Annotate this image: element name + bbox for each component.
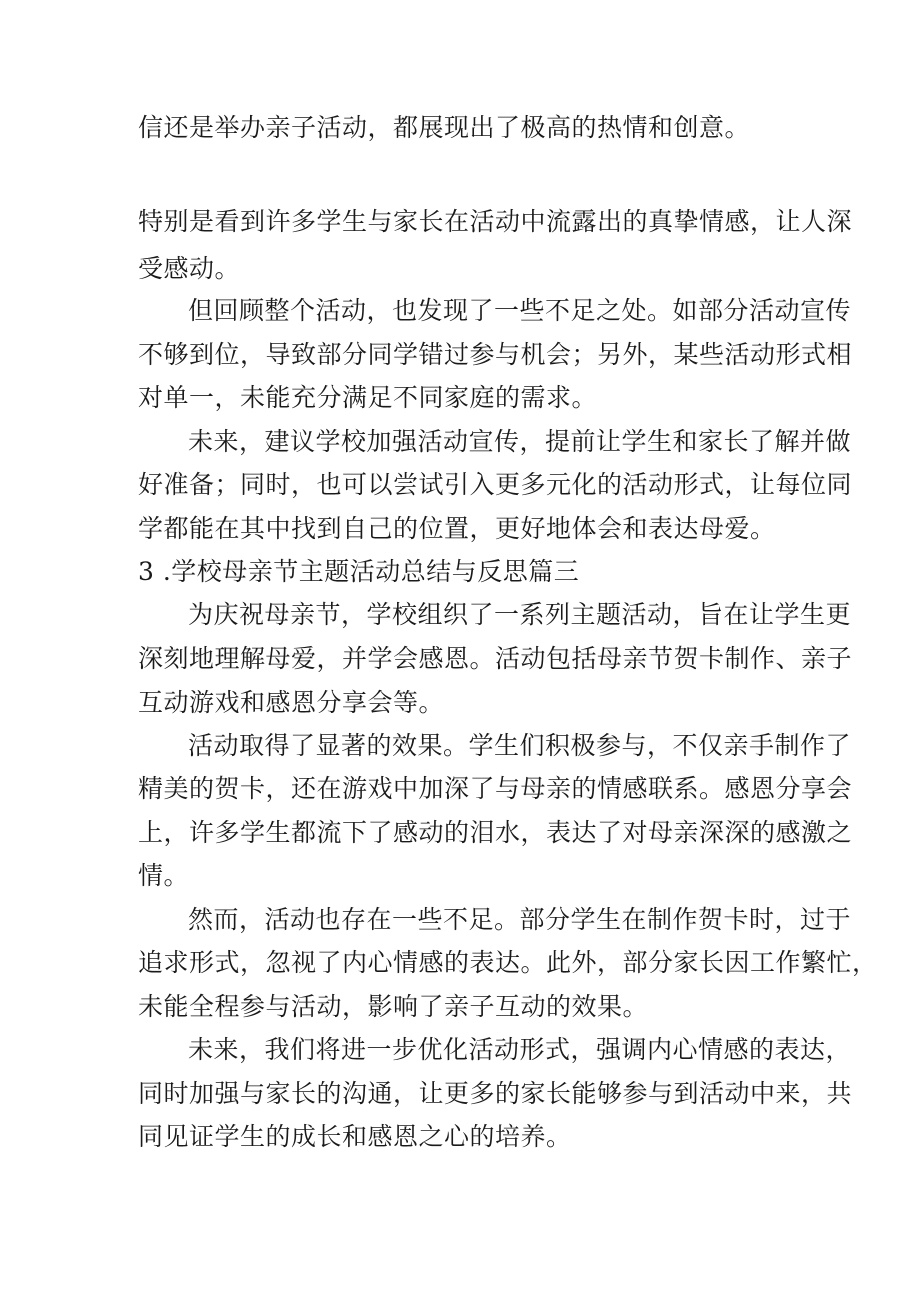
paragraph-line: 然而，活动也存在一些不足。部分学生在制作贺卡时，过于: [188, 905, 852, 934]
paragraph-line: 同时加强与家长的沟通，让更多的家长能够参与到活动中来，共: [138, 1079, 853, 1108]
paragraph-line: 未能全程参与活动，影响了亲子互动的效果。: [138, 992, 649, 1021]
section-heading: 3 .学校母亲节主题活动总结与反思篇三: [138, 557, 580, 586]
paragraph-line: 同见证学生的成长和感恩之心的培养。: [138, 1122, 572, 1151]
paragraph-line: 上，许多学生都流下了感动的泪水，表达了对母亲深深的感激之: [138, 818, 853, 847]
paragraph-line: 对单一，未能充分满足不同家庭的需求。: [138, 383, 598, 412]
paragraph-line: 但回顾整个活动，也发现了一些不足之处。如部分活动宣传: [188, 296, 852, 325]
paragraph-line: 情。: [138, 861, 190, 890]
paragraph-line: 特别是看到许多学生与家长在活动中流露出的真挚情感，让人深: [138, 207, 853, 236]
paragraph-line: 信还是举办亲子活动，都展现出了极高的热情和创意。: [138, 113, 751, 142]
paragraph-line: 未来，我们将进一步优化活动形式，强调内心情感的表达，: [188, 1035, 852, 1064]
paragraph-line: 为庆祝母亲节，学校组织了一系列主题活动，旨在让学生更: [188, 600, 852, 629]
paragraph-line: 精美的贺卡，还在游戏中加深了与母亲的情感联系。感恩分享会: [138, 774, 853, 803]
paragraph-line: 深刻地理解母爱，并学会感恩。活动包括母亲节贺卡制作、亲子: [138, 644, 853, 673]
paragraph-line: 受感动。: [138, 254, 241, 283]
paragraph-line: 追求形式，忽视了内心情感的表达。此外，部分家长因工作繁忙，: [138, 948, 878, 977]
paragraph-line: 互动游戏和感恩分享会等。: [138, 688, 445, 717]
paragraph-line: 活动取得了显著的效果。学生们积极参与，不仅亲手制作了: [188, 731, 852, 760]
paragraph-line: 不够到位，导致部分同学错过参与机会；另外，某些活动形式相: [138, 340, 853, 369]
paragraph-line: 好准备；同时，也可以尝试引入更多元化的活动形式，让每位同: [138, 470, 853, 499]
paragraph-line: 学都能在其中找到自己的位置，更好地体会和表达母爱。: [138, 514, 776, 543]
paragraph-line: 未来，建议学校加强活动宣传，提前让学生和家长了解并做: [188, 427, 852, 456]
